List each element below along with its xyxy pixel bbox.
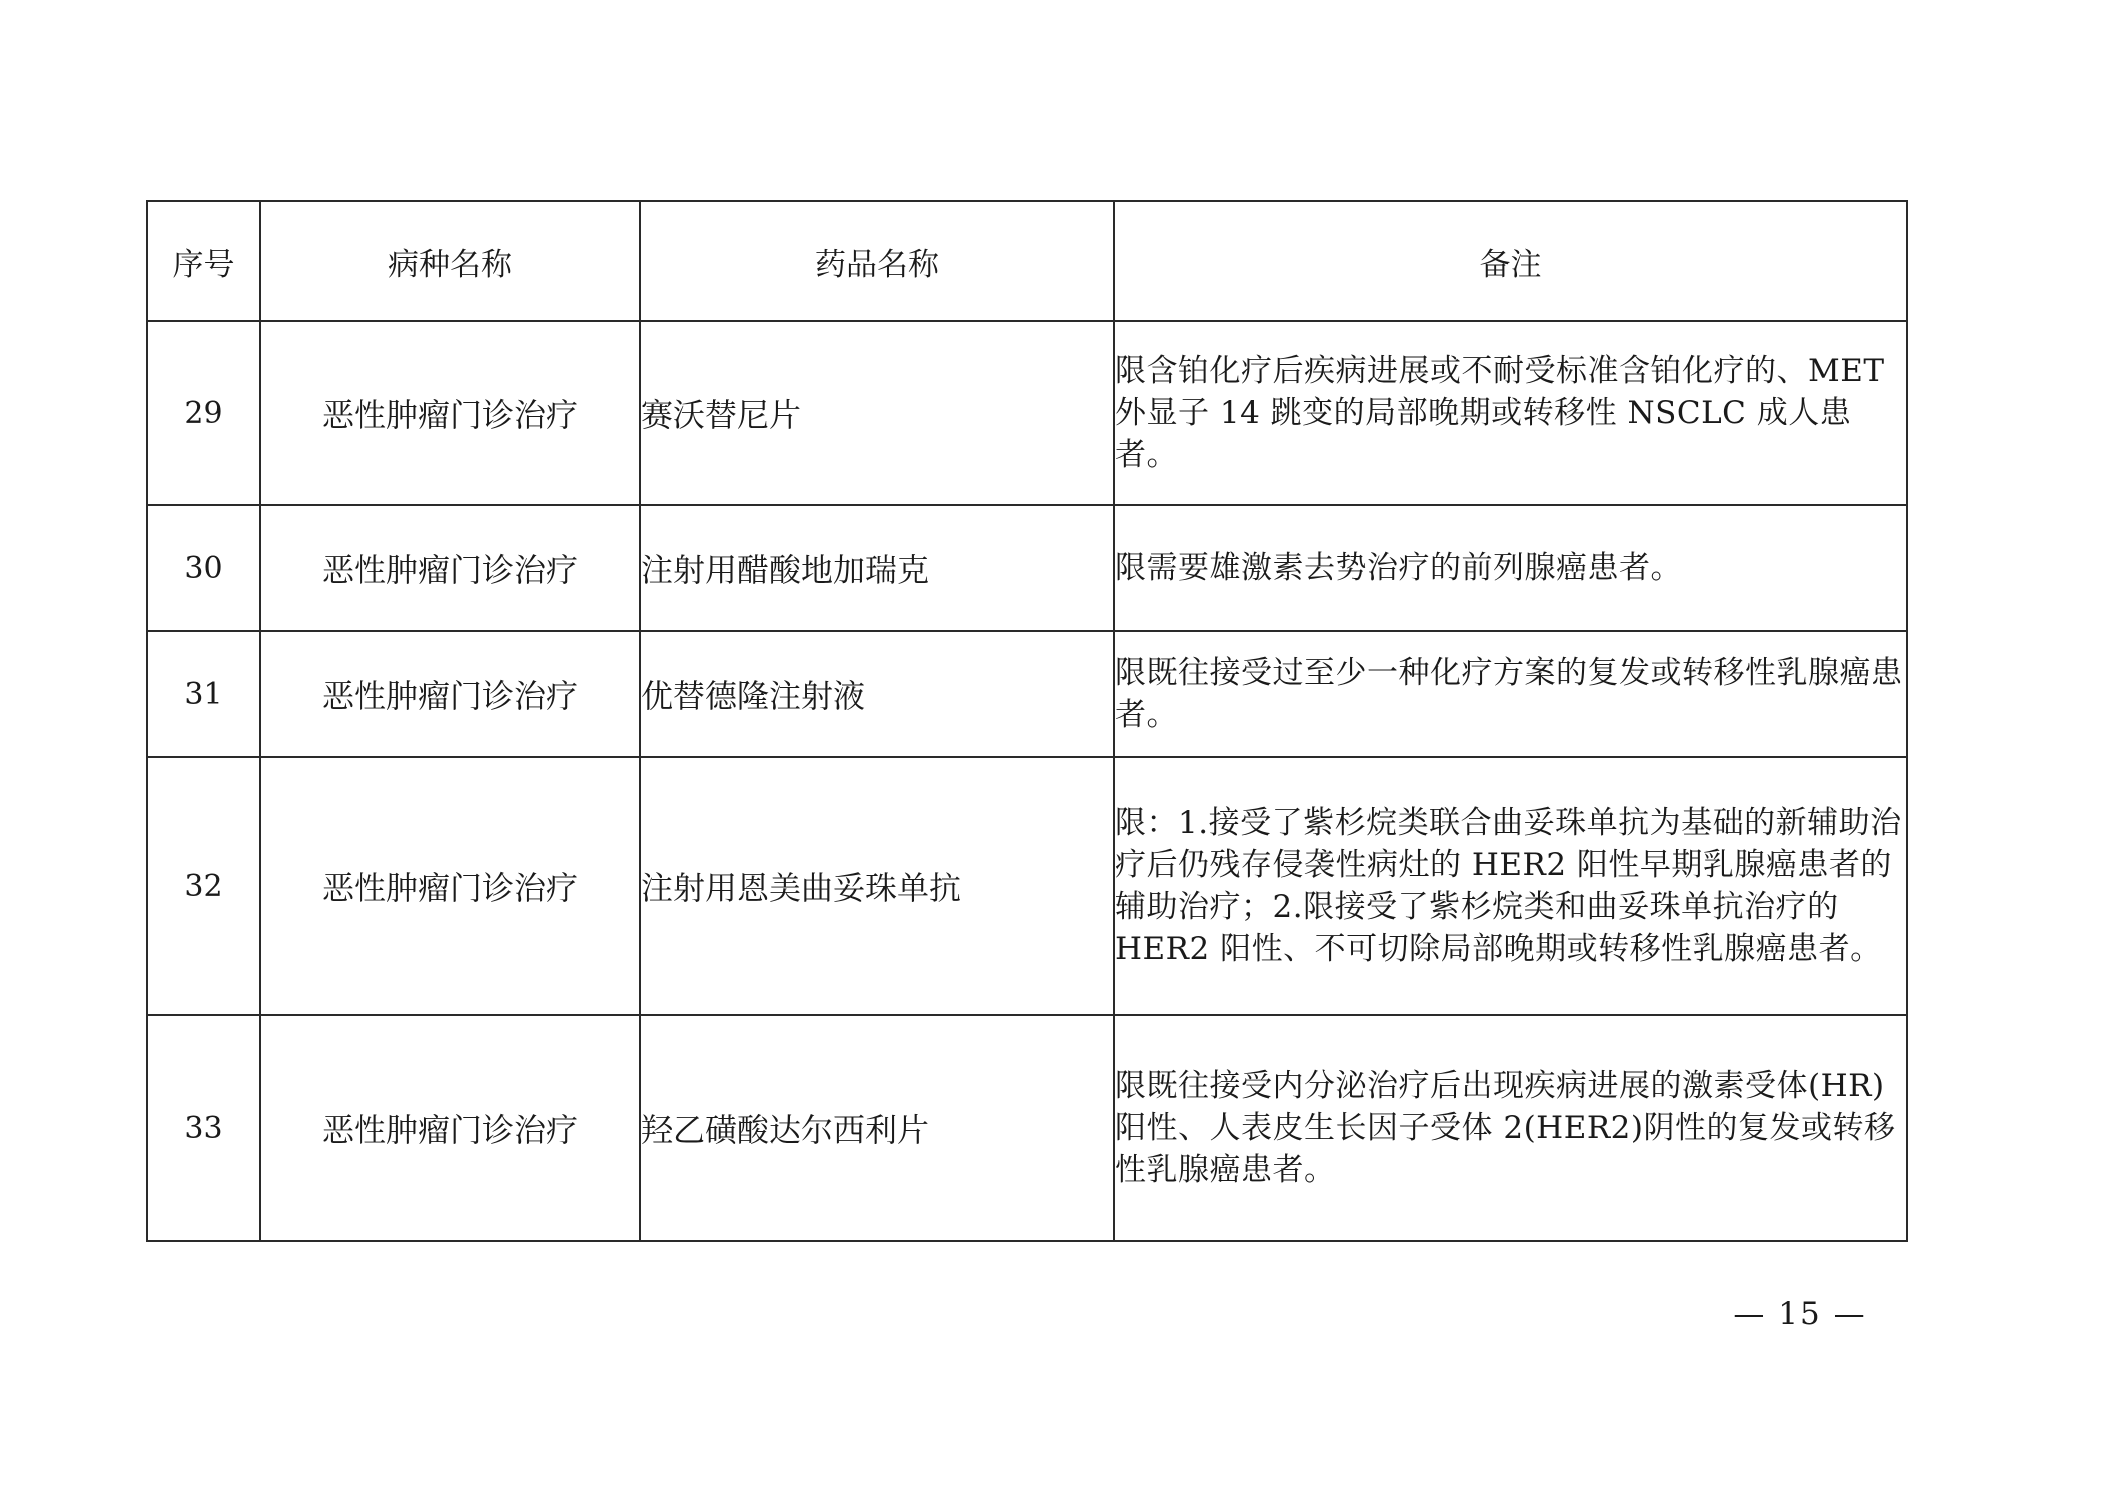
row-disease: 恶性肿瘤门诊治疗 bbox=[260, 321, 640, 505]
row-drug: 优替德隆注射液 bbox=[640, 631, 1114, 757]
row-no: 29 bbox=[147, 321, 260, 505]
row-disease: 恶性肿瘤门诊治疗 bbox=[260, 631, 640, 757]
row-no: 32 bbox=[147, 757, 260, 1015]
table-row bbox=[147, 505, 1907, 631]
row-no: 33 bbox=[147, 1015, 260, 1241]
header-note: 备注 bbox=[1114, 201, 1907, 321]
row-disease: 恶性肿瘤门诊治疗 bbox=[260, 1015, 640, 1241]
table-row bbox=[147, 631, 1907, 757]
row-note: 限既往接受内分泌治疗后出现疾病进展的激素受体(HR)阳性、人表皮生长因子受体 2(HER2)阴性的复发或转移性乳腺癌患者。 bbox=[1114, 1015, 1907, 1241]
header-drug: 药品名称 bbox=[640, 201, 1114, 321]
row-disease: 恶性肿瘤门诊治疗 bbox=[260, 505, 640, 631]
header-no: 序号 bbox=[147, 201, 260, 321]
page-number: — 15 — bbox=[1733, 1296, 1867, 1332]
table-row bbox=[147, 757, 1907, 1015]
row-disease: 恶性肿瘤门诊治疗 bbox=[260, 757, 640, 1015]
row-note: 限：1.接受了紫杉烷类联合曲妥珠单抗为基础的新辅助治疗后仍残存侵袭性病灶的 HER2 阳性早期乳腺癌患者的辅助治疗；2.限接受了紫杉烷类和曲妥珠单抗治疗的 HER2 阳性、不可切除局部晚期或转移性乳腺癌患者。 bbox=[1114, 757, 1907, 1015]
table-header-row bbox=[147, 201, 1907, 321]
row-drug: 注射用恩美曲妥珠单抗 bbox=[640, 757, 1114, 1015]
drug-table bbox=[146, 200, 1908, 1242]
table-row bbox=[147, 1015, 1907, 1241]
row-no: 31 bbox=[147, 631, 260, 757]
table-row bbox=[147, 321, 1907, 505]
row-drug: 赛沃替尼片 bbox=[640, 321, 1114, 505]
row-note: 限需要雄激素去势治疗的前列腺癌患者。 bbox=[1114, 505, 1907, 631]
row-drug: 羟乙磺酸达尔西利片 bbox=[640, 1015, 1114, 1241]
row-note: 限既往接受过至少一种化疗方案的复发或转移性乳腺癌患者。 bbox=[1114, 631, 1907, 757]
row-drug: 注射用醋酸地加瑞克 bbox=[640, 505, 1114, 631]
row-no: 30 bbox=[147, 505, 260, 631]
header-disease: 病种名称 bbox=[260, 201, 640, 321]
row-note: 限含铂化疗后疾病进展或不耐受标准含铂化疗的、MET 外显子 14 跳变的局部晚期或转移性 NSCLC 成人患者。 bbox=[1114, 321, 1907, 505]
